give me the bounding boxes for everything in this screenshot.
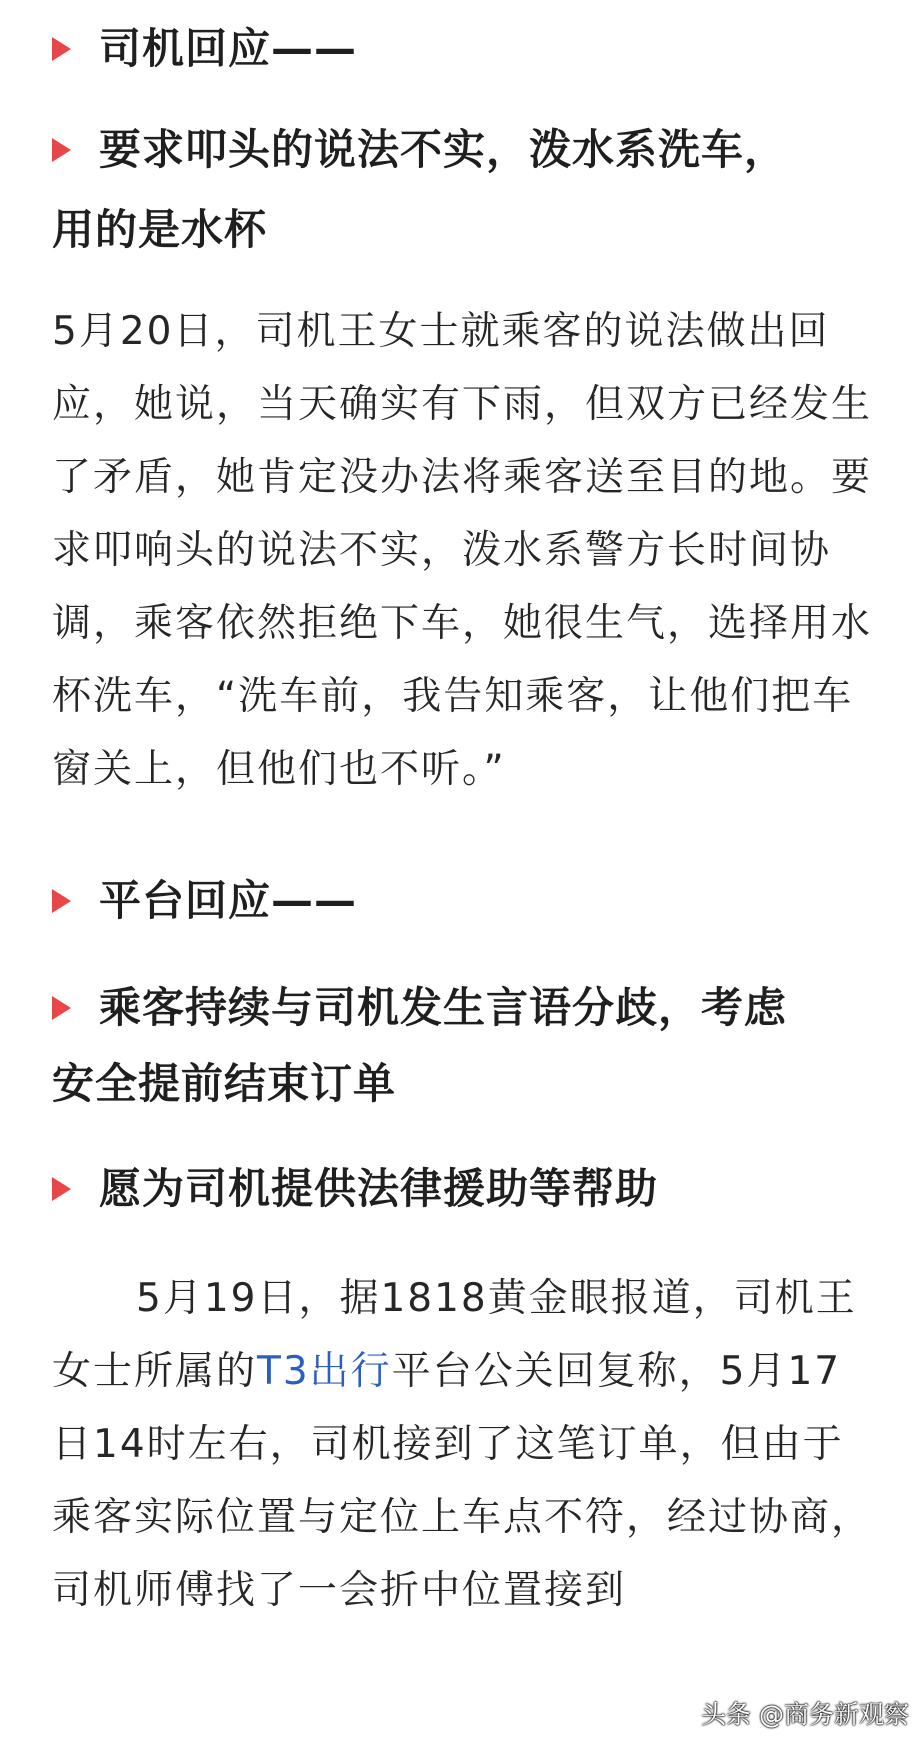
toutiao-watermark: 头条 @商务新观察 <box>701 1700 909 1729</box>
platform-response-heading: 平台回应—— <box>52 853 872 949</box>
platform-response-paragraph <box>52 1262 872 1627</box>
driver-claim-heading-line-1: 要求叩头的说法不实，泼水系洗车， <box>52 110 872 190</box>
platform-paragraph-text-1: 5月19日，据1818黄金眼报道，司机王女士所属的 <box>52 1276 857 1394</box>
platform-claim-heading-line-1: 乘客持续与司机发生言语分歧，考虑 <box>52 970 872 1046</box>
driver-response-heading <box>52 1 872 97</box>
t3-link[interactable]: T3出行 <box>257 1349 392 1394</box>
triangle-bullet-icon <box>52 889 71 913</box>
platform-paragraph-text-2: 平台公关回复称，5月17日14时左右，司机接到了这笔订单，但由于乘客实际位置与定位上车点不符，经过协商，司机师傅找了一会折中位置接到 <box>52 1349 873 1613</box>
driver-response-paragraph: 5月20日，司机王女士就乘客的说法做出回应，她说，当天确实有下雨，但双方已经发生了矛盾，她肯定没办法将乘客送至目的地。要求叩响头的说法不实，泼水系警方长时间协调，乘客依然拒绝下车，她很生气，选择用水杯洗车，“洗车前，我告知乘客，让他们把车窗关上，但他们也不听。” <box>52 309 873 792</box>
triangle-bullet-icon <box>52 1177 71 1201</box>
platform-claim-heading-line-2: 安全提前结束订单 <box>52 1059 397 1108</box>
triangle-bullet-icon <box>52 996 71 1020</box>
driver-claim-heading-line-2: 用的是水杯 <box>52 205 268 254</box>
driver-response-heading-text: 司机回应—— <box>99 24 358 73</box>
triangle-bullet-icon <box>52 37 71 61</box>
platform-claim-heading <box>52 970 872 1122</box>
triangle-bullet-icon <box>52 138 71 162</box>
platform-aid-heading: 愿为司机提供法律援助等帮助 <box>52 1141 872 1237</box>
driver-claim-heading <box>52 110 872 270</box>
